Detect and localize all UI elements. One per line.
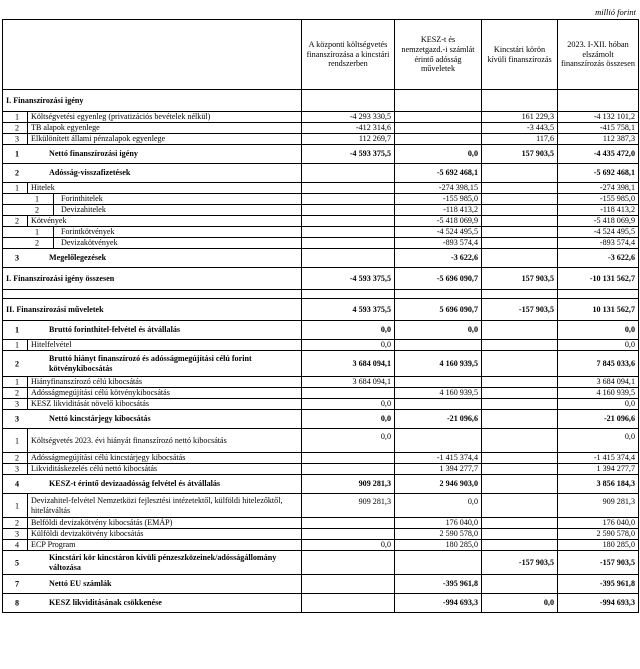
value-cell-col2 <box>395 340 482 351</box>
row-label: Elkülönített állami pénzalapok egyenlege <box>31 134 166 144</box>
value-cell-col4: 180 285,0 <box>558 540 639 551</box>
row-label: Megelőlegezések <box>49 253 107 263</box>
row-label: TB alapok egyenlege <box>31 123 100 133</box>
value-cell-col3 <box>482 340 558 351</box>
table-row <box>3 238 639 249</box>
value-cell-col1: 4 593 375,5 <box>302 299 395 321</box>
index-separator <box>27 429 28 452</box>
index-separator <box>53 205 54 215</box>
table-row <box>3 112 639 123</box>
value-cell-col2 <box>395 399 482 410</box>
header-row <box>3 20 639 90</box>
table-row <box>3 227 639 238</box>
row-label: Bruttó forinthitel-felvétel és átvállalás <box>49 325 181 335</box>
value-cell-col2: -3 622,6 <box>395 249 482 268</box>
table-row <box>3 575 639 594</box>
row-label-cell <box>3 340 302 351</box>
row-label-cell <box>3 399 302 410</box>
row-label: KESZ likviditását növelő kibocsátás <box>31 399 150 409</box>
value-cell-col2: 0,0 <box>395 145 482 164</box>
row-label: ECP Program <box>31 540 76 550</box>
row-index: 3 <box>14 414 20 424</box>
value-cell-col3 <box>482 575 558 594</box>
value-cell-col4: -157 903,5 <box>558 551 639 575</box>
table-row <box>3 268 639 290</box>
row-index: 3 <box>14 134 20 144</box>
value-cell-col4: -4 132 101,2 <box>558 112 639 123</box>
row-label: Nettó EU számlák <box>49 579 112 589</box>
value-cell-col2 <box>395 90 482 112</box>
value-cell-col1 <box>302 518 395 529</box>
table-row <box>3 321 639 340</box>
value-cell-col4: -893 574,4 <box>558 238 639 249</box>
value-cell-col4: -994 693,3 <box>558 594 639 613</box>
value-cell-col1 <box>302 529 395 540</box>
index-separator <box>27 112 28 122</box>
row-label-cell <box>3 551 302 575</box>
row-index: 2 <box>34 205 40 215</box>
table-row <box>3 594 639 613</box>
value-cell-col3 <box>482 399 558 410</box>
row-label: Forintkötvények <box>61 227 115 237</box>
value-cell-col1: 909 281,3 <box>302 494 395 518</box>
row-label-cell <box>3 410 302 429</box>
row-label: Nettó kincstárjegy kibocsátás <box>49 414 151 424</box>
value-cell-col4: -4 524 495,5 <box>558 227 639 238</box>
value-cell-col3 <box>482 429 558 453</box>
table-row <box>3 205 639 216</box>
value-cell-col2: -4 524 495,5 <box>395 227 482 238</box>
value-cell-col1 <box>302 183 395 194</box>
row-index: 2 <box>14 358 20 368</box>
value-cell-col1 <box>302 227 395 238</box>
value-cell-col4: -118 413,2 <box>558 205 639 216</box>
value-cell-col2: 180 285,0 <box>395 540 482 551</box>
row-index: 1 <box>14 149 20 159</box>
value-cell-col1: 0,0 <box>302 321 395 340</box>
index-separator <box>27 134 28 144</box>
header-col4: 2023. I-XII. hóban elszámolt finanszírozás összesen <box>558 20 639 90</box>
table-row <box>3 290 639 299</box>
value-cell-col4: 176 040,0 <box>558 518 639 529</box>
value-cell-col3: 157 903,5 <box>482 268 558 290</box>
value-cell-col1: 0,0 <box>302 540 395 551</box>
value-cell-col1 <box>302 205 395 216</box>
table-row <box>3 164 639 183</box>
index-separator <box>27 377 28 387</box>
index-separator <box>27 123 28 133</box>
value-cell-col1 <box>302 575 395 594</box>
value-cell-col1 <box>302 164 395 183</box>
table-row <box>3 123 639 134</box>
value-cell-col3 <box>482 90 558 112</box>
value-cell-col3 <box>482 183 558 194</box>
index-separator <box>27 494 28 517</box>
table-row <box>3 540 639 551</box>
row-label-cell <box>3 90 302 112</box>
header-label <box>3 20 302 90</box>
value-cell-col4: 1 394 277,7 <box>558 464 639 475</box>
row-label-cell <box>3 453 302 464</box>
row-index: 2 <box>34 238 40 248</box>
value-cell-col1: -4 293 330,5 <box>302 112 395 123</box>
row-label: I. Finanszírozási igény összesen <box>6 273 115 283</box>
row-label-cell <box>3 464 302 475</box>
value-cell-col3 <box>482 321 558 340</box>
index-separator <box>27 340 28 350</box>
row-label-cell <box>3 227 302 238</box>
index-separator <box>53 238 54 248</box>
index-separator <box>27 540 28 550</box>
row-label: Likviditáskezelés célú nettó kibocsátás <box>31 464 158 474</box>
value-cell-col3 <box>482 475 558 494</box>
index-separator <box>27 216 28 226</box>
index-separator <box>27 183 28 193</box>
value-cell-col3: -157 903,5 <box>482 299 558 321</box>
value-cell-col1 <box>302 238 395 249</box>
row-label-cell <box>3 268 302 290</box>
unit-label: millió forint <box>595 7 636 17</box>
value-cell-col1: 909 281,3 <box>302 475 395 494</box>
row-label: Devizahitelek <box>61 205 106 215</box>
row-label-cell <box>3 238 302 249</box>
value-cell-col2 <box>395 429 482 453</box>
value-cell-col1 <box>302 216 395 227</box>
row-label-cell <box>3 216 302 227</box>
value-cell-col3 <box>482 290 558 299</box>
table-row <box>3 494 639 518</box>
row-index: 3 <box>14 399 20 409</box>
value-cell-col2 <box>395 134 482 145</box>
value-cell-col2: 5 696 090,7 <box>395 299 482 321</box>
index-separator <box>53 194 54 204</box>
value-cell-col4: 112 387,3 <box>558 134 639 145</box>
value-cell-col2: -274 398,15 <box>395 183 482 194</box>
table-row <box>3 145 639 164</box>
row-label: KESZ-t érintő devizaadósság felvétel és átvállalás <box>49 479 221 489</box>
value-cell-col1: 0,0 <box>302 429 395 453</box>
value-cell-col3 <box>482 216 558 227</box>
row-index: 2 <box>14 518 20 528</box>
value-cell-col2: 2 946 903,0 <box>395 475 482 494</box>
row-label-cell <box>3 321 302 340</box>
row-label-cell <box>3 164 302 183</box>
value-cell-col2 <box>395 551 482 575</box>
row-label: Adósságmegújítási célú kötvénykibocsátás <box>31 388 170 398</box>
value-cell-col3 <box>482 351 558 377</box>
value-cell-col4: -1 415 374,4 <box>558 453 639 464</box>
row-index: 4 <box>14 479 20 489</box>
index-separator <box>27 464 28 474</box>
row-label: Forinthitelek <box>61 194 103 204</box>
value-cell-col3 <box>482 194 558 205</box>
index-separator <box>27 399 28 409</box>
value-cell-col3 <box>482 249 558 268</box>
row-index: 2 <box>14 168 20 178</box>
value-cell-col4: -3 622,6 <box>558 249 639 268</box>
header-col2: KESZ-t és nemzetgazd.-i számlát érintő adósság műveletek <box>395 20 482 90</box>
value-cell-col3 <box>482 529 558 540</box>
table-row <box>3 529 639 540</box>
value-cell-col3 <box>482 205 558 216</box>
table-row <box>3 134 639 145</box>
row-index: 1 <box>14 377 20 387</box>
index-separator <box>27 388 28 398</box>
header-col1: A központi költségvetés finanszírozása a kincstári rendszerben <box>302 20 395 90</box>
value-cell-col4: -4 435 472,0 <box>558 145 639 164</box>
row-index: 1 <box>14 325 20 335</box>
row-label-cell <box>3 475 302 494</box>
value-cell-col1 <box>302 249 395 268</box>
table-row <box>3 399 639 410</box>
value-cell-col2: -5 692 468,1 <box>395 164 482 183</box>
value-cell-col2 <box>395 112 482 123</box>
value-cell-col3 <box>482 518 558 529</box>
value-cell-col1 <box>302 388 395 399</box>
table-row <box>3 194 639 205</box>
row-index: 1 <box>14 435 20 445</box>
row-label-cell <box>3 194 302 205</box>
value-cell-col2: -118 413,2 <box>395 205 482 216</box>
row-label: Devizahitel-felvétel Nemzetközi fejlesztési intézetektől, külföldi hitelezőktől, hitelátváltás <box>31 496 283 515</box>
row-label-cell <box>3 145 302 164</box>
row-index: 1 <box>34 227 40 237</box>
value-cell-col3 <box>482 494 558 518</box>
row-label-cell <box>3 290 302 299</box>
value-cell-col2: -21 096,6 <box>395 410 482 429</box>
row-label: Adósság-visszafizetések <box>49 168 131 178</box>
value-cell-col1 <box>302 453 395 464</box>
index-separator <box>27 529 28 539</box>
row-label-cell <box>3 388 302 399</box>
value-cell-col3 <box>482 377 558 388</box>
value-cell-col2: -1 415 374,4 <box>395 453 482 464</box>
table-body <box>3 90 639 613</box>
value-cell-col3 <box>482 540 558 551</box>
value-cell-col2: 4 160 939,5 <box>395 351 482 377</box>
row-index: 8 <box>14 598 20 608</box>
row-label: Nettó finanszírozási igény <box>49 149 138 159</box>
row-label-cell <box>3 377 302 388</box>
value-cell-col3 <box>482 453 558 464</box>
value-cell-col3: 161 229,3 <box>482 112 558 123</box>
row-label-cell <box>3 183 302 194</box>
row-label-cell <box>3 351 302 377</box>
value-cell-col1: 112 269,7 <box>302 134 395 145</box>
value-cell-col1 <box>302 194 395 205</box>
value-cell-col4: 4 160 939,5 <box>558 388 639 399</box>
row-label: Devizakötvények <box>61 238 118 248</box>
value-cell-col3: 157 903,5 <box>482 145 558 164</box>
row-label: Költségvetési egyenleg (privatizációs bevételek nélkül) <box>31 112 211 122</box>
index-separator <box>53 227 54 237</box>
row-label: Kincstári kör kincstáron kívüli pénzeszközeinek/adósságállomány változása <box>49 553 277 572</box>
value-cell-col4: 2 590 578,0 <box>558 529 639 540</box>
value-cell-col4: 0,0 <box>558 321 639 340</box>
row-label-cell <box>3 134 302 145</box>
row-index: 1 <box>14 183 20 193</box>
row-label: Külföldi devizakötvény kibocsátás <box>31 529 144 539</box>
value-cell-col4: -10 131 562,7 <box>558 268 639 290</box>
table-row <box>3 249 639 268</box>
row-label: Költségvetés 2023. évi hiányát finanszírozó nettó kibocsátás <box>31 435 227 445</box>
value-cell-col2: -994 693,3 <box>395 594 482 613</box>
row-label-cell <box>3 518 302 529</box>
table-row <box>3 299 639 321</box>
value-cell-col2: 0,0 <box>395 321 482 340</box>
row-label-cell <box>3 205 302 216</box>
row-index: 3 <box>14 464 20 474</box>
value-cell-col1: 0,0 <box>302 340 395 351</box>
value-cell-col2: -5 418 069,9 <box>395 216 482 227</box>
value-cell-col1: 3 684 094,1 <box>302 377 395 388</box>
value-cell-col3 <box>482 388 558 399</box>
value-cell-col2: -155 985,0 <box>395 194 482 205</box>
value-cell-col1: 0,0 <box>302 410 395 429</box>
row-index: 2 <box>14 216 20 226</box>
row-label-cell <box>3 529 302 540</box>
value-cell-col1 <box>302 551 395 575</box>
value-cell-col3: -3 443,5 <box>482 123 558 134</box>
value-cell-col3: -157 903,5 <box>482 551 558 575</box>
value-cell-col1 <box>302 290 395 299</box>
value-cell-col4 <box>558 290 639 299</box>
index-separator <box>27 453 28 463</box>
table-row <box>3 453 639 464</box>
value-cell-col1: -4 593 375,5 <box>302 145 395 164</box>
financing-table <box>2 19 639 613</box>
row-label-cell <box>3 594 302 613</box>
table-row <box>3 429 639 453</box>
row-label: Adósságmegújítási célú kincstárjegy kibocsátás <box>31 453 186 463</box>
value-cell-col2: 176 040,0 <box>395 518 482 529</box>
value-cell-col3: 0,0 <box>482 594 558 613</box>
row-label: Kötvények <box>31 216 67 226</box>
table-row <box>3 410 639 429</box>
value-cell-col2: -395 961,8 <box>395 575 482 594</box>
value-cell-col4: 7 845 033,6 <box>558 351 639 377</box>
table-row <box>3 464 639 475</box>
row-label-cell <box>3 575 302 594</box>
table-row <box>3 377 639 388</box>
value-cell-col1 <box>302 90 395 112</box>
value-cell-col4: -21 096,6 <box>558 410 639 429</box>
value-cell-col2 <box>395 290 482 299</box>
value-cell-col2 <box>395 377 482 388</box>
row-label: Hitelek <box>31 183 55 193</box>
row-index: 3 <box>14 253 20 263</box>
value-cell-col1: 0,0 <box>302 399 395 410</box>
row-label-cell <box>3 112 302 123</box>
table-row <box>3 90 639 112</box>
value-cell-col1 <box>302 594 395 613</box>
table-row <box>3 551 639 575</box>
row-index: 5 <box>14 557 20 567</box>
value-cell-col4 <box>558 90 639 112</box>
table-row <box>3 475 639 494</box>
row-index: 4 <box>14 540 20 550</box>
row-label: II. Finanszírozási műveletek <box>6 304 104 314</box>
value-cell-col1 <box>302 464 395 475</box>
table-row <box>3 183 639 194</box>
row-label: Belföldi devizakötvény kibocsátás (EMÁP) <box>31 518 173 528</box>
row-index: 2 <box>14 388 20 398</box>
value-cell-col3 <box>482 227 558 238</box>
value-cell-col4: 0,0 <box>558 429 639 453</box>
value-cell-col3 <box>482 464 558 475</box>
row-index: 1 <box>14 112 20 122</box>
value-cell-col1: -4 593 375,5 <box>302 268 395 290</box>
value-cell-col4: -395 961,8 <box>558 575 639 594</box>
value-cell-col4: 3 856 184,3 <box>558 475 639 494</box>
row-label-cell <box>3 299 302 321</box>
row-label-cell <box>3 249 302 268</box>
table-row <box>3 388 639 399</box>
value-cell-col4: -5 692 468,1 <box>558 164 639 183</box>
value-cell-col4: -274 398,1 <box>558 183 639 194</box>
value-cell-col4: 909 281,3 <box>558 494 639 518</box>
value-cell-col2: 2 590 578,0 <box>395 529 482 540</box>
value-cell-col4: -155 985,0 <box>558 194 639 205</box>
value-cell-col3 <box>482 410 558 429</box>
value-cell-col3: 117,6 <box>482 134 558 145</box>
row-label-cell <box>3 429 302 453</box>
value-cell-col4: -5 418 069,9 <box>558 216 639 227</box>
header-col3: Kincstári körön kívüli finanszírozás <box>482 20 558 90</box>
row-label-cell <box>3 494 302 518</box>
row-label: Bruttó hiányt finanszírozó és adósságmegújítási célú forint kötvénykibocsátás <box>49 354 252 373</box>
row-index: 1 <box>34 194 40 204</box>
value-cell-col3 <box>482 238 558 249</box>
value-cell-col4: 0,0 <box>558 399 639 410</box>
row-index: 7 <box>14 579 20 589</box>
row-index: 1 <box>14 340 20 350</box>
row-label-cell <box>3 540 302 551</box>
value-cell-col4: 0,0 <box>558 340 639 351</box>
value-cell-col3 <box>482 164 558 183</box>
value-cell-col1: -412 314,6 <box>302 123 395 134</box>
value-cell-col2: -5 696 090,7 <box>395 268 482 290</box>
row-label-cell <box>3 123 302 134</box>
value-cell-col2: 4 160 939,5 <box>395 388 482 399</box>
row-index: 3 <box>14 529 20 539</box>
value-cell-col1: 3 684 094,1 <box>302 351 395 377</box>
value-cell-col2: -893 574,4 <box>395 238 482 249</box>
row-label: Hiányfinanszírozó célú kibocsátás <box>31 377 143 387</box>
row-index: 1 <box>14 500 20 510</box>
row-label: I. Finanszírozási igény <box>6 95 84 105</box>
row-index: 2 <box>14 453 20 463</box>
table-row <box>3 216 639 227</box>
row-label: KESZ likviditásának csökkenése <box>49 598 162 608</box>
value-cell-col4: -415 758,1 <box>558 123 639 134</box>
value-cell-col2: 0,0 <box>395 494 482 518</box>
value-cell-col2: 1 394 277,7 <box>395 464 482 475</box>
index-separator <box>27 518 28 528</box>
table-row <box>3 340 639 351</box>
value-cell-col4: 3 684 094,1 <box>558 377 639 388</box>
value-cell-col4: 10 131 562,7 <box>558 299 639 321</box>
table-row <box>3 518 639 529</box>
row-index: 2 <box>14 123 20 133</box>
value-cell-col2 <box>395 123 482 134</box>
table-row <box>3 351 639 377</box>
row-label: Hitelfelvétel <box>31 340 72 350</box>
